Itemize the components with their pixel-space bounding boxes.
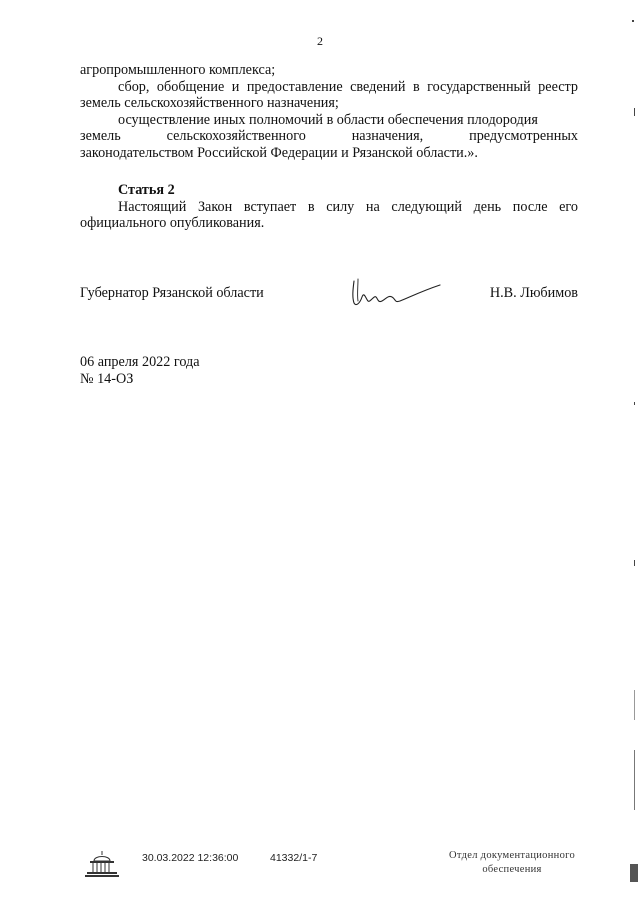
- paragraph-fertility-line2: земель сельскохозяйственного назначения, предусмотренных: [80, 128, 578, 144]
- signature-row: [80, 285, 578, 307]
- footer-doc-code: 41332/1-7: [270, 852, 318, 864]
- article-text: Настоящий Закон вступает в силу на следующий день после его официального опубликования.: [80, 198, 578, 231]
- paragraph-agro: агропромышленного комплекса;: [80, 62, 276, 78]
- scan-mark: [634, 750, 635, 810]
- footer-timestamp: 30.03.2022 12:36:00: [142, 852, 239, 864]
- handwritten-signature: [348, 273, 448, 313]
- document-body: [80, 62, 578, 161]
- scan-mark: [634, 108, 635, 116]
- law-date-block: [80, 354, 200, 387]
- scan-mark: [630, 864, 638, 882]
- scan-mark: [634, 402, 635, 405]
- governor-title: Губернатор Рязанской области: [80, 285, 264, 301]
- page-number: 2: [317, 34, 323, 48]
- scan-mark: [632, 20, 634, 22]
- paragraph-registry: сбор, обобщение и предоставление сведений в государственный реестр земель сельскохозяйственного назначения;: [80, 78, 578, 111]
- stamp-line-2: обеспечения: [482, 864, 542, 875]
- law-date: 06 апреля 2022 года: [80, 354, 200, 370]
- stamp-line-1: Отдел документационного: [448, 850, 576, 861]
- scan-mark: [634, 560, 635, 566]
- paragraph-fertility-line1: осуществление иных полномочий в области обеспечения плодородия: [118, 111, 538, 128]
- building-emblem-icon: [84, 849, 120, 879]
- governor-name: Н.В. Любимов: [489, 285, 578, 301]
- department-stamp: [432, 849, 592, 877]
- law-number: № 14-ОЗ: [80, 370, 134, 387]
- article-2-section: [80, 182, 578, 232]
- scan-mark: [634, 690, 635, 720]
- scan-edge-marks: [626, 0, 640, 905]
- paragraph-fertility-line3: законодательством Российской Федерации и Рязанской области.».: [80, 144, 478, 161]
- article-title: Статья 2: [118, 182, 175, 198]
